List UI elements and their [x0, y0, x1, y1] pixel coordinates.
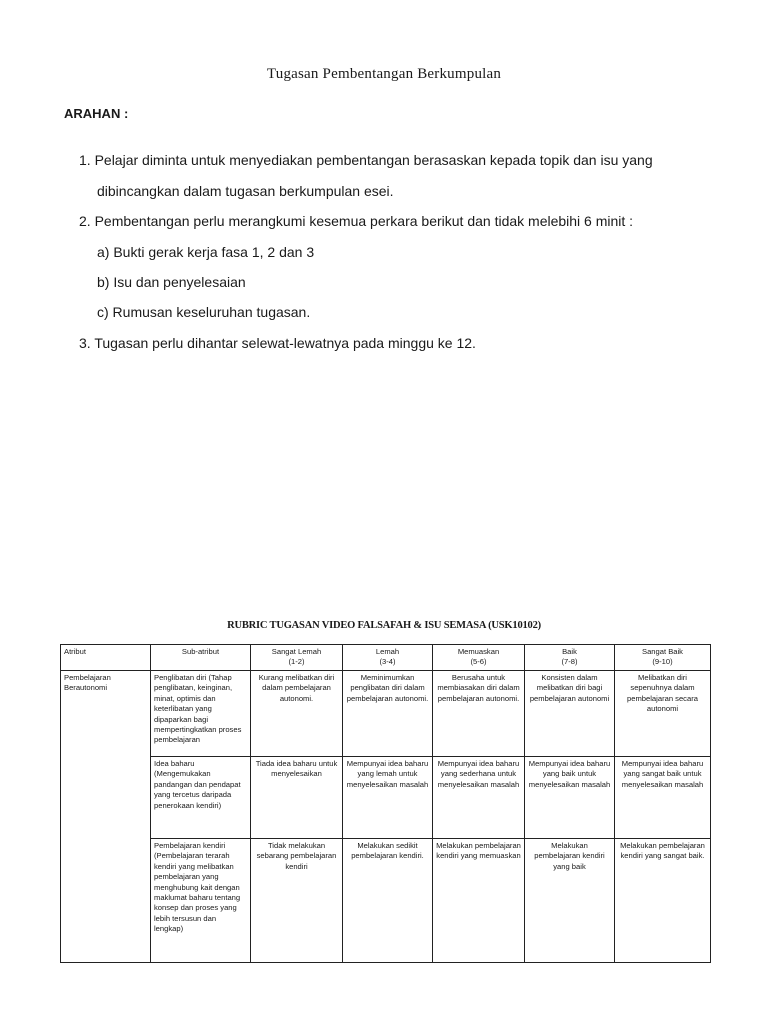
descriptor-cell: Tidak melakukan sebarang pembelajaran kendiri	[251, 839, 343, 963]
sub-atribut-cell: Penglibatan diri (Tahap penglibatan, keinginan, minat, optimis dan keterlibatan yang dipaparkan bagi mempertingkatkan proses pembelajaran	[151, 671, 251, 757]
header-level-3-name: Memuaskan	[457, 647, 500, 656]
header-level-5-range: (9-10)	[652, 657, 673, 667]
rubric-title: RUBRIC TUGASAN VIDEO FALSAFAH & ISU SEMASA (USK10102)	[227, 620, 541, 631]
descriptor-cell: Konsisten dalam melibatkan diri bagi pembelajaran autonomi	[525, 671, 615, 757]
header-level-5	[615, 645, 711, 671]
descriptor-cell: Tiada idea baharu untuk menyelesaikan	[251, 757, 343, 839]
descriptor-cell: Mempunyai idea baharu yang baik untuk menyelesaikan masalah	[525, 757, 615, 839]
instruction-1-cont: dibincangkan dalam tugasan berkumpulan esei.	[97, 183, 394, 199]
table-row	[61, 671, 711, 757]
instruction-2a: a) Bukti gerak kerja fasa 1, 2 dan 3	[97, 244, 315, 260]
header-level-2	[343, 645, 433, 671]
table-row	[61, 839, 711, 963]
header-sub-atribut: Sub-atribut	[151, 645, 251, 671]
descriptor-cell: Melakukan pembelajaran kendiri yang sangat baik.	[615, 839, 711, 963]
rubric-table	[60, 644, 711, 963]
header-level-3-range: (5-6)	[470, 657, 487, 667]
descriptor-cell: Melakukan pembelajaran kendiri yang baik	[525, 839, 615, 963]
sub-atribut-cell: Idea baharu (Mengemukakan pandangan dan pendapat yang tercetus daripada penerokaan kendiri)	[151, 757, 251, 839]
descriptor-cell: Berusaha untuk membiasakan diri dalam pembelajaran autonomi.	[433, 671, 525, 757]
header-level-4-name: Baik	[562, 647, 577, 656]
descriptor-cell: Mempunyai idea baharu yang sederhana untuk menyelesaikan masalah	[433, 757, 525, 839]
descriptor-cell: Melakukan pembelajaran kendiri yang memuaskan	[433, 839, 525, 963]
table-row	[61, 757, 711, 839]
descriptor-cell: Melibatkan diri sepenuhnya dalam pembelajaran secara autonomi	[615, 671, 711, 757]
descriptor-cell: Kurang melibatkan diri dalam pembelajaran autonomi.	[251, 671, 343, 757]
header-level-2-name: Lemah	[375, 647, 400, 656]
arahan-label: ARAHAN :	[64, 106, 129, 121]
document-title: Tugasan Pembentangan Berkumpulan	[266, 66, 502, 82]
atribut-cell: Pembelajaran Berautonomi	[61, 671, 151, 963]
header-level-5-name: Sangat Baik	[642, 647, 683, 656]
instruction-2: 2. Pembentangan perlu merangkumi kesemua perkara berikut dan tidak melebihi 6 minit :	[79, 213, 634, 229]
instruction-2c: c) Rumusan keseluruhan tugasan.	[97, 304, 311, 320]
descriptor-cell: Mempunyai idea baharu yang sangat baik untuk menyelesaikan masalah	[615, 757, 711, 839]
descriptor-cell: Mempunyai idea baharu yang lemah untuk menyelesaikan masalah	[343, 757, 433, 839]
descriptor-cell: Meminimumkan penglibatan diri dalam pembelajaran autonomi.	[343, 671, 433, 757]
header-level-1-name: Sangat Lemah	[271, 647, 322, 656]
header-level-1	[251, 645, 343, 671]
header-level-2-range: (3-4)	[379, 657, 396, 667]
instruction-3: 3. Tugasan perlu dihantar selewat-lewatnya pada minggu ke 12.	[79, 335, 476, 351]
header-level-4-range: (7-8)	[561, 657, 578, 667]
instruction-2b: b) Isu dan penyelesaian	[97, 274, 246, 290]
header-level-4	[525, 645, 615, 671]
rubric-header-row	[61, 645, 711, 671]
header-atribut: Atribut	[61, 645, 151, 671]
instruction-1: 1. Pelajar diminta untuk menyediakan pembentangan berasaskan kepada topik dan isu yang	[79, 152, 653, 168]
header-level-3	[433, 645, 525, 671]
descriptor-cell: Melakukan sedikit pembelajaran kendiri.	[343, 839, 433, 963]
header-level-1-range: (1-2)	[288, 657, 305, 667]
sub-atribut-cell: Pembelajaran kendiri (Pembelajaran terarah kendiri yang melibatkan pembelajaran yang menghubung kait dengan maklumat baharu tentang konsep dan proses yang lebih tersusun dan lengkap)	[151, 839, 251, 963]
